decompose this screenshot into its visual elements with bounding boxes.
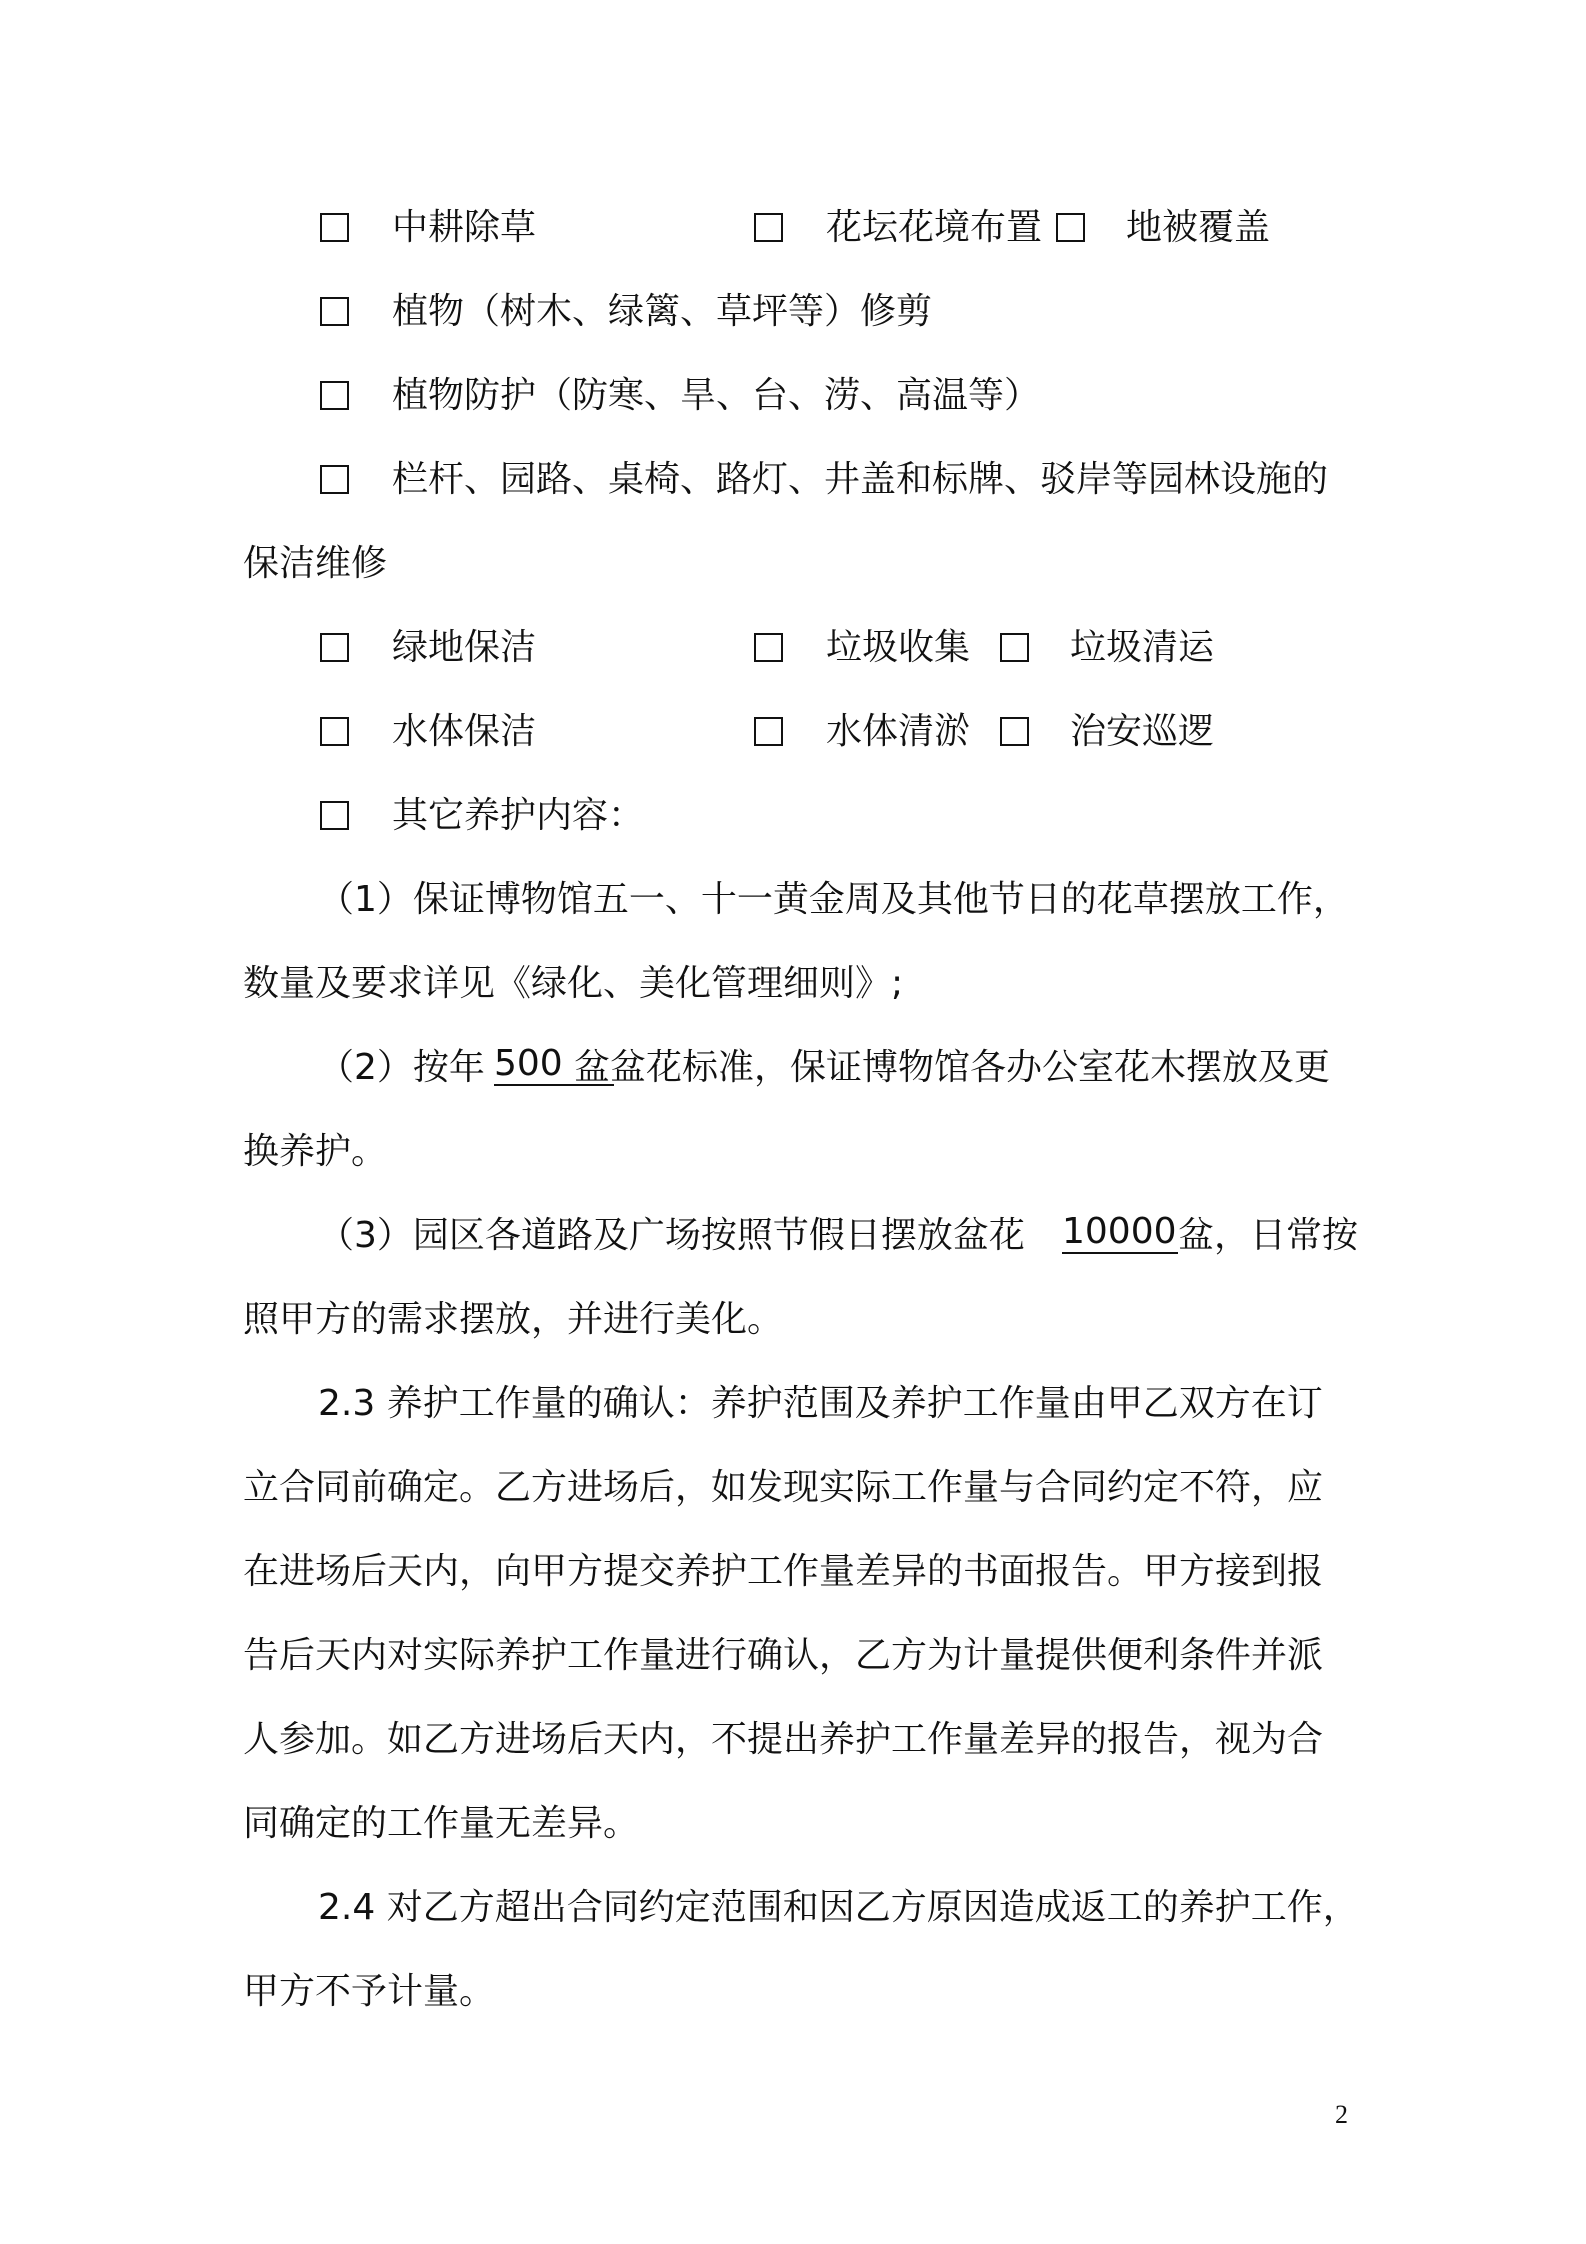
page-number: 2 [1335, 2100, 1348, 2129]
item-3-amount: 10000 [1062, 1211, 1177, 1252]
checkbox[interactable] [320, 792, 349, 840]
checkbox-label: 中耕除草 [392, 207, 537, 248]
section-2-3-text: 2.3 养护工作量的确认：养护范围及养护工作量由甲乙双方在订 [318, 1383, 1323, 1424]
section-2-3-text: 立合同前确定。乙方进场后，如发现实际工作量与合同约定不符，应 [243, 1467, 1324, 1508]
checkbox[interactable] [754, 708, 783, 756]
checkbox[interactable] [754, 624, 783, 672]
checkbox[interactable] [754, 204, 783, 252]
checkbox[interactable] [320, 204, 349, 252]
checkbox[interactable] [320, 456, 349, 504]
checkbox-label: 植物防护（防寒、旱、台、涝、高温等） [392, 375, 1041, 416]
checkbox-label: 垃圾收集 [826, 627, 971, 668]
section-2-3-text: 在进场后天内，向甲方提交养护工作量差异的书面报告。甲方接到报 [243, 1551, 1324, 1592]
checkbox-label: 栏杆、园路、桌椅、路灯、井盖和标牌、驳岸等园林设施的 [392, 459, 1329, 500]
section-2-4-text: 甲方不予计量。 [243, 1971, 496, 2012]
item-2-amount: 500 [494, 1044, 614, 1086]
checkbox-label: 治安巡逻 [1070, 711, 1215, 752]
checkbox[interactable] [320, 708, 349, 756]
checkbox[interactable] [320, 624, 349, 672]
checkbox-label: 花坛花境布置 [826, 207, 1043, 248]
item-3-suffix: 盆，日常按 [1178, 1215, 1359, 1256]
checkbox-label: 其它养护内容： [392, 795, 645, 836]
item-2-text: 换养护。 [243, 1131, 388, 1172]
checkbox[interactable] [1056, 204, 1085, 252]
section-2-3-text: 人参加。如乙方进场后天内，不提出养护工作量差异的报告，视为合 [243, 1719, 1324, 1760]
item-3-text: 照甲方的需求摆放，并进行美化。 [243, 1299, 784, 1340]
checkbox-label: 水体保洁 [392, 711, 537, 752]
section-2-3-text: 告后天内对实际养护工作量进行确认，乙方为计量提供便利条件并派 [243, 1635, 1324, 1676]
checkbox[interactable] [1000, 624, 1029, 672]
item-1-text: 数量及要求详见《绿化、美化管理细则》; [243, 963, 904, 1004]
checkbox-label: 地被覆盖 [1126, 207, 1271, 248]
checkbox-label: 保洁维修 [243, 543, 388, 584]
item-1-text: （1）保证博物馆五一、十一黄金周及其他节日的花草摆放工作， [318, 879, 1349, 920]
checkbox-label: 垃圾清运 [1070, 627, 1215, 668]
section-2-3-text: 同确定的工作量无差异。 [243, 1803, 640, 1844]
checkbox-label: 绿地保洁 [392, 627, 537, 668]
checkbox-label: 水体清淤 [826, 711, 971, 752]
item-2-suffix: 盆盆花标准，保证博物馆各办公室花木摆放及更 [574, 1047, 1331, 1088]
item-3-prefix: （3）园区各道路及广场按照节假日摆放盆花 [318, 1215, 1025, 1256]
checkbox-label: 植物（树木、绿篱、草坪等）修剪 [392, 291, 933, 332]
checkbox[interactable] [1000, 708, 1029, 756]
section-2-4-text: 2.4 对乙方超出合同约定范围和因乙方原因造成返工的养护工作， [318, 1887, 1359, 1928]
checkbox[interactable] [320, 288, 349, 336]
item-2-prefix: （2）按年 [318, 1047, 485, 1088]
checkbox[interactable] [320, 372, 349, 420]
